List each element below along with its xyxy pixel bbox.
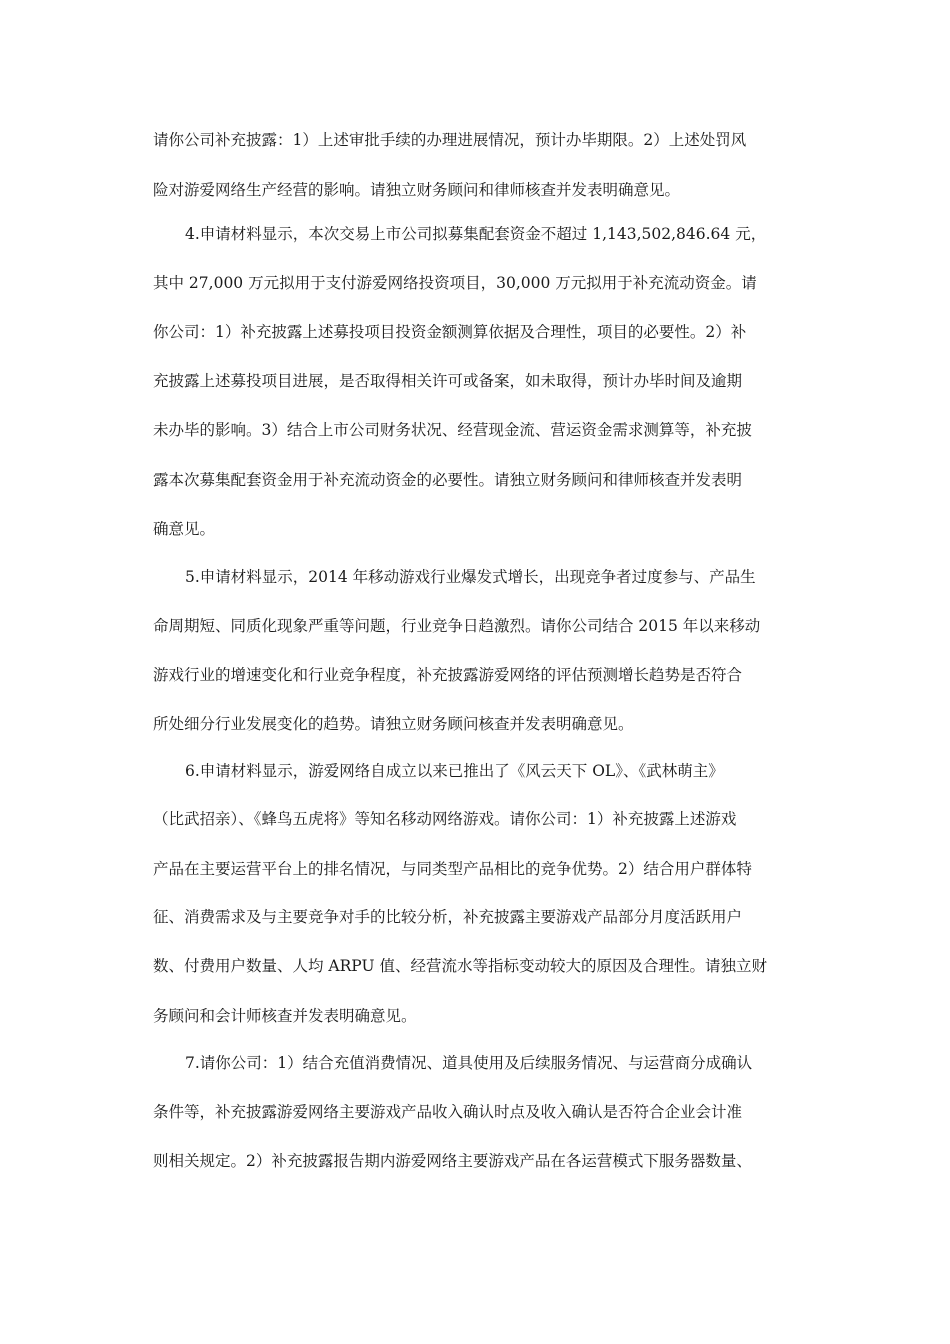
text-line: 险对游爱网络生产经营的影响。请独立财务顾问和律师核查并发表明确意见。 — [153, 181, 681, 199]
text-line: 产品在主要运营平台上的排名情况，与同类型产品相比的竞争优势。2）结合用户群体特 — [153, 860, 752, 878]
text-line: 所处细分行业发展变化的趋势。请独立财务顾问核查并发表明确意见。 — [153, 715, 634, 733]
text-line: 征、消费需求及与主要竞争对手的比较分析，补充披露主要游戏产品部分月度活跃用户 — [153, 908, 743, 926]
text-line: 则相关规定。2）补充披露报告期内游爱网络主要游戏产品在各运营模式下服务器数量、 — [153, 1152, 752, 1170]
text-line: 游戏行业的增速变化和行业竞争程度，补充披露游爱网络的评估预测增长趋势是否符合 — [153, 666, 743, 684]
text-line: 务顾问和会计师核查并发表明确意见。 — [153, 1007, 417, 1025]
text-line: 未办毕的影响。3）结合上市公司财务状况、经营现金流、营运资金需求测算等，补充披 — [153, 421, 752, 439]
text-line: 请你公司补充披露：1）上述审批手续的办理进展情况，预计办毕期限。2）上述处罚风 — [153, 131, 747, 149]
text-line: 其中 27,000 万元拟用于支付游爱网络投资项目，30,000 万元拟用于补充流动资金。请 — [153, 274, 757, 292]
text-line: （比武招亲）、《蜂鸟五虎将》等知名移动网络游戏。请你公司：1）补充披露上述游戏 — [153, 810, 737, 828]
text-line: 4.申请材料显示，本次交易上市公司拟募集配套资金不超过 1,143,502,846.64 元， — [185, 225, 767, 243]
text-line: 你公司：1）补充披露上述募投项目投资金额测算依据及合理性，项目的必要性。2）补 — [153, 323, 747, 341]
text-line: 确意见。 — [153, 520, 216, 538]
text-line: 露本次募集配套资金用于补充流动资金的必要性。请独立财务顾问和律师核查并发表明 — [153, 471, 743, 489]
text-line: 充披露上述募投项目进展，是否取得相关许可或备案，如未取得，预计办毕时间及逾期 — [153, 372, 743, 390]
text-line: 7.请你公司：1）结合充值消费情况、道具使用及后续服务情况、与运营商分成确认 — [185, 1054, 753, 1072]
text-line: 条件等，补充披露游爱网络主要游戏产品收入确认时点及收入确认是否符合企业会计准 — [153, 1103, 743, 1121]
text-line: 5.申请材料显示，2014 年移动游戏行业爆发式增长，出现竞争者过度参与、产品生 — [185, 568, 756, 586]
text-line: 数、付费用户数量、人均 ARPU 值、经营流水等指标变动较大的原因及合理性。请独立财 — [153, 957, 767, 975]
text-line: 命周期短、同质化现象严重等问题，行业竞争日趋激烈。请你公司结合 2015 年以来移动 — [153, 617, 761, 635]
text-line: 6.申请材料显示，游爱网络自成立以来已推出了《风云天下 OL》、《武林萌主》 — [185, 762, 724, 780]
